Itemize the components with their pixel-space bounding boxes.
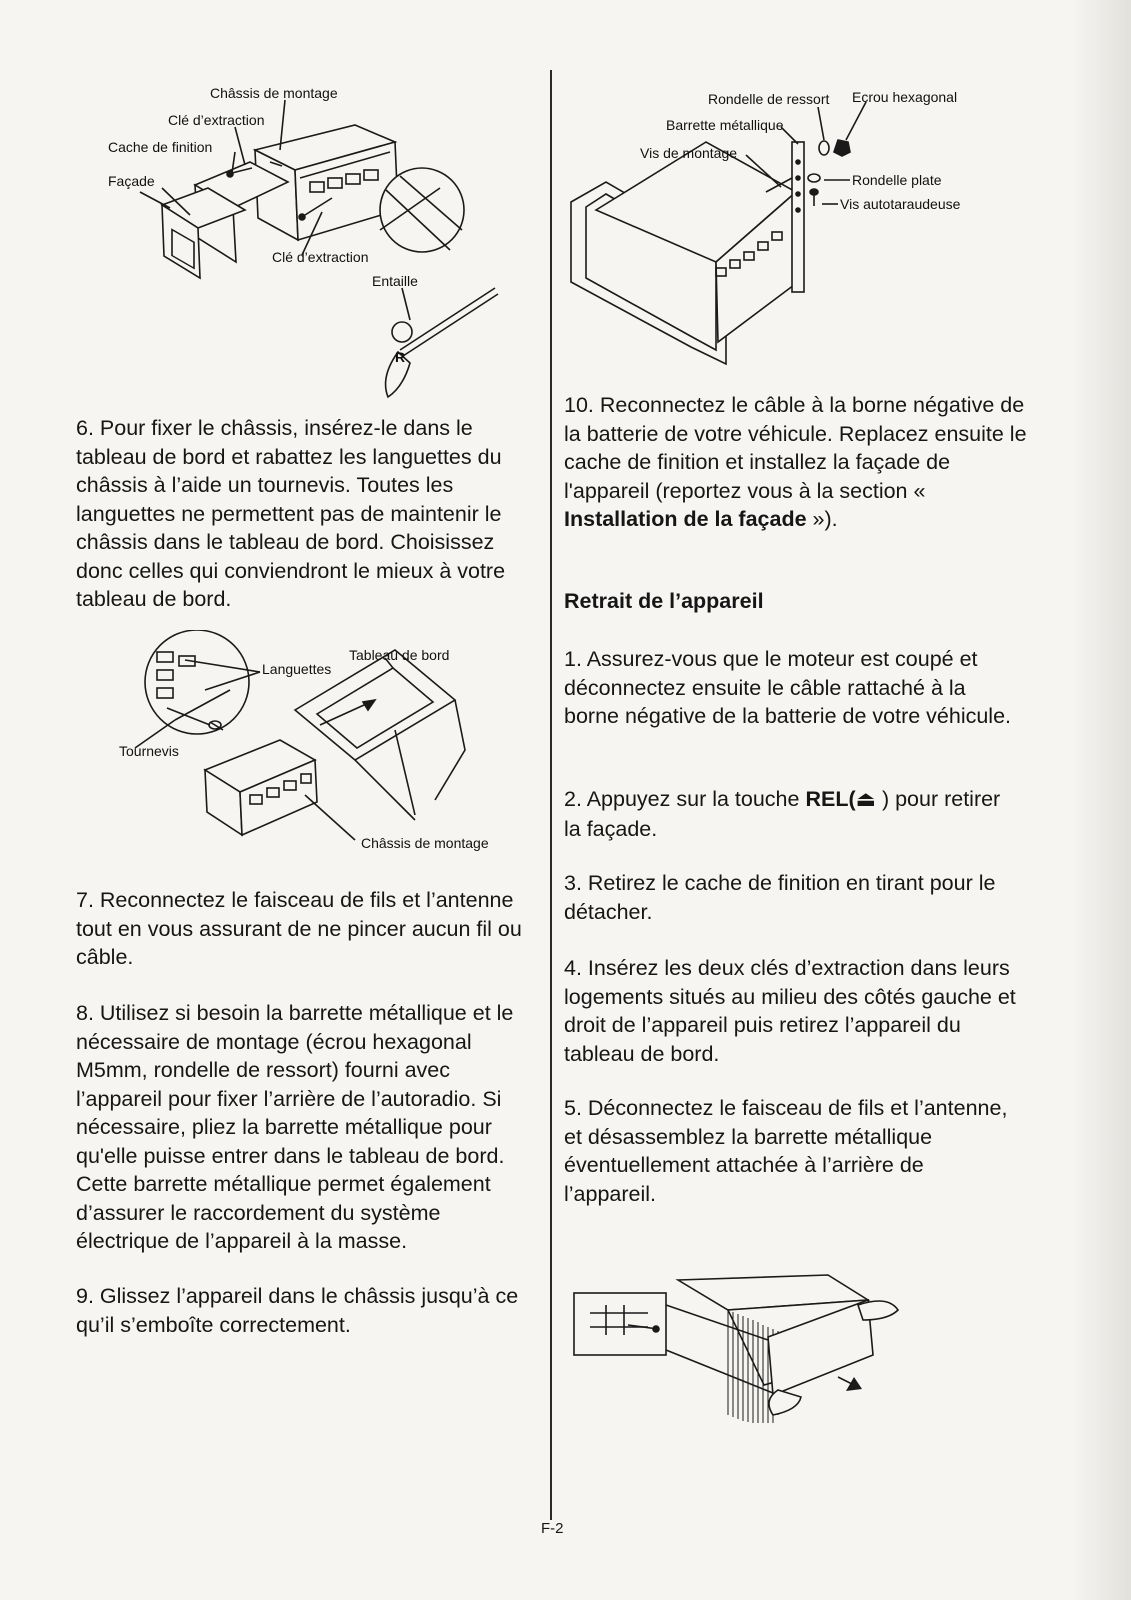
label-extraction-key: Clé d’extraction — [168, 112, 265, 128]
figure-rear-mount — [566, 82, 986, 382]
label-dashboard: Tableau de bord — [349, 647, 450, 663]
figure-chassis-tabs — [105, 630, 525, 860]
figure-front-removal — [100, 80, 540, 410]
page-number: F-2 — [541, 1520, 564, 1537]
label-hex-nut: Ecrou hexagonal — [852, 89, 958, 105]
label-mounting-screw: Vis de montage — [640, 145, 738, 161]
label-trim-ring: Cache de finition — [108, 139, 213, 155]
label-spring-washer: Rondelle de ressort — [708, 91, 830, 107]
label-chassis-2: Châssis de montage — [361, 835, 489, 851]
label-tapping-screw: Vis autotaraudeuse — [840, 196, 961, 212]
figure-unit-removal — [568, 1265, 928, 1425]
column-divider — [550, 70, 552, 1520]
removal-step-2-pre: 2. Appuyez sur la touche — [564, 787, 800, 811]
step-9: 9. Glissez l’appareil dans le châssis jusqu’à ce qu’il s’emboîte correctement. — [76, 1284, 519, 1337]
label-front-panel: Façade — [108, 173, 155, 189]
page-edge-shadow — [1071, 0, 1131, 1600]
label-metal-bar: Barrette métallique — [666, 117, 784, 133]
step-7: 7. Reconnectez le faisceau de fils et l’antenne tout en vous assurant de ne pincer aucun fil ou câble. — [76, 888, 522, 969]
step-6: 6. Pour fixer le châssis, insérez-le dans le tableau de bord et rabattez les languettes du châssis à l’aide un tournevis. Toutes les languettes ne permettent pas de maintenir le châssis dans le tableau de bord. Choisissez donc celles qui conviendront le mieux à votre tableau de bord. — [76, 416, 506, 611]
label-notch: Entaille — [372, 273, 418, 289]
key-letter: R — [395, 349, 406, 365]
label-chassis: Châssis de montage — [210, 85, 338, 101]
removal-step-3: 3. Retirez le cache de finition en tirant pour le détacher. — [564, 871, 996, 924]
removal-step-1: 1. Assurez-vous que le moteur est coupé et déconnectez ensuite le câble rattaché à la borne négative de la batterie de votre véhicule. — [564, 647, 1012, 728]
removal-step-2 — [564, 785, 1020, 843]
removal-step-2-key: REL( — [805, 787, 856, 811]
step-10 — [564, 391, 1034, 534]
eject-icon: ⏏ — [855, 787, 876, 812]
step-8: 8. Utilisez si besoin la barrette métallique et le nécessaire de montage (écrou hexagonal M5mm, rondelle de ressort) fourni avec l’appareil pour fixer l’arrière de l’autoradio. Si nécessaire, pliez la barrette métallique pour qu'elle puisse entrer dans le tableau de bord. Cette barrette métallique permet également d’assurer le raccordement du système électrique de l’appareil à la masse. — [76, 1001, 514, 1253]
step-10-bold: Installation de la façade — [564, 507, 807, 531]
removal-step-2-post: ) pour retirer la façade. — [564, 787, 1001, 841]
step-10-text: 10. Reconnectez le câble à la borne négative de la batterie de votre véhicule. Replacez ensuite le cache de finition et installez la façade de l'appareil (reportez vous à la section « — [564, 393, 1027, 503]
label-flat-washer: Rondelle plate — [852, 172, 942, 188]
step-10-end: »). — [812, 507, 838, 531]
section-heading-removal: Retrait de l’appareil — [564, 589, 764, 613]
removal-step-5: 5. Déconnectez le faisceau de fils et l’antenne, et désassemblez la barrette métallique éventuellement attachée à l’arrière de l’appareil. — [564, 1096, 1008, 1206]
label-tabs: Languettes — [262, 661, 332, 677]
removal-step-4: 4. Insérez les deux clés d’extraction dans leurs logements situés au milieu des côtés gauche et droit de l’appareil puis retirez l’appareil du tableau de bord. — [564, 956, 1016, 1066]
label-extraction-key-2: Clé d’extraction — [272, 249, 369, 265]
label-screwdriver: Tournevis — [119, 743, 179, 759]
